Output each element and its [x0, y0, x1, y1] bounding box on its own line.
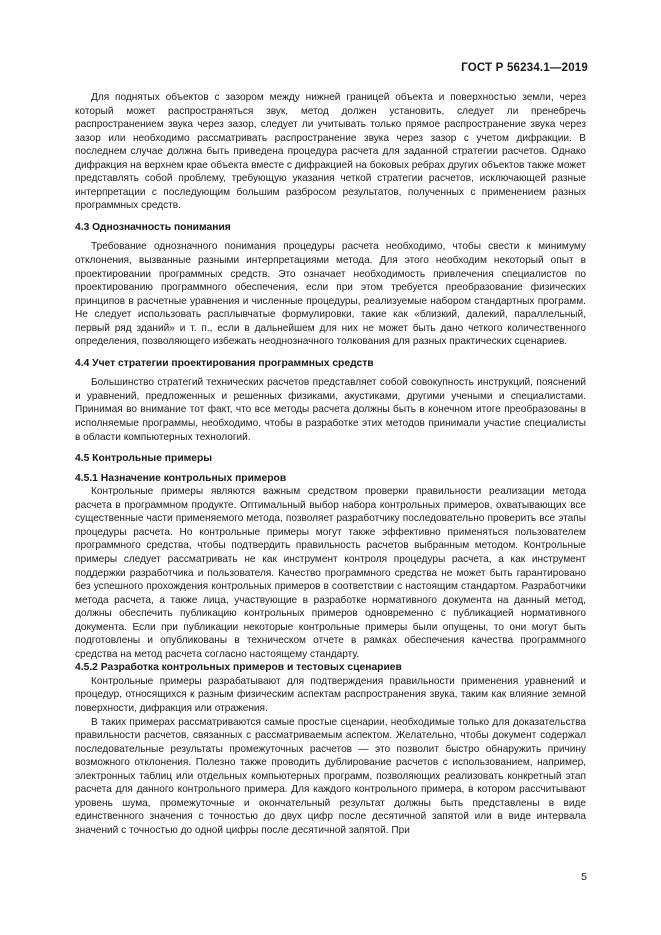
document-code: ГОСТ Р 56234.1—2019	[461, 62, 588, 74]
page-number: 5	[581, 871, 587, 883]
section-heading: 4.5 Контрольные примеры	[75, 453, 213, 465]
paragraph: Большинство стратегий технических расчетов представляет собой совокупность инструкций, пояснений и уравнений, предложенных и решенных физиками, акустиками, другими учеными и специалистами. Принимая во внимание тот факт, что все методы расчета должны быть в конечном итоге преобразованы в исполняемые программы, необходимо, чтобы в разработке этих методов принимали участие специалисты в области компьютерных технологий.	[75, 377, 586, 443]
section-heading: 4.4 Учет стратегии проектирования программных средств	[75, 357, 374, 369]
paragraph: Контрольные примеры являются важным средством проверки правильности реализации метода расчета в программном продукте. Оптимальный выбор набора контрольных примеров, охватывающих все существенные части применяемого метода, позволяет разработчику последовательно проверить все этапы процедуры расчета. Но контрольные примеры могут также эффективно применяться пользователем программного средства, чтобы подтвердить правильность расчетов выбранным методом. Контрольные примеры следует рассматривать не как инструмент контроля процедуры расчета, а как инструмент поддержки разработчика и пользователя. Качество программного средства не может быть гарантировано без успешного прохождения контрольных примеров в соответствии с настоящим стандартом. Разработчики метода расчета, а также лица, участвующие в разработке нормативного документа на данный метод, должны обеспечить публикацию контрольных примеров одновременно с публикацией нормативного документа. Если при публикации некоторые контрольные примеры были опущены, то они могут быть подготовлены и опубликованы в техническом отчете в рамках обеспечения качества программного средства на метод расчета согласно настоящему стандарту.	[75, 486, 586, 660]
paragraph: Требование однозначного понимания процедуры расчета необходимо, чтобы свести к минимуму отклонения, вызванные разными интерпретациями метода. Для этого необходим некоторый опыт в проектировании программных средств. Это означает необходимость привлечения специалистов по проектированию программного обеспечения, если при этом требуется преобразование физических принципов в расчетные уравнения и численные процедуры, реализуемые набором стандартных программ. Не следует использовать расплывчатые формулировки, такие как «близкий, далекий, параллельный, первый ряд зданий» и т. п., если в дальнейшем для них не может быть дано четкого количественного определения, позволяющего избежать неоднозначного толкования для разных практических сценариев.	[75, 241, 586, 348]
paragraph: В таких примерах рассматриваются самые простые сценарии, необходимые только для доказательства правильности расчетов, связанных с рассматриваемым аспектом. Желательно, чтобы документ содержал последовательные результаты промежуточных расчетов — это позволит быстро обнаружить причину возможного отклонения. Полезно также проводить дублирование расчетов с использованием, например, электронных таблиц или отдельных компьютерных программ, позволяющих реализовать конкретный этап расчета для данного контрольного примера. Для каждого контрольного примера, в котором рассчитывают уровень шума, промежуточные и окончательный результат должны быть представлены в виде единственного значения с точностью до двух цифр после десятичной запятой или в виде интервала значений с точностью до одной цифры после десятичной запятой. При	[75, 716, 586, 836]
subsection-heading: 4.5.2 Разработка контрольных примеров и тестовых сценариев	[75, 662, 402, 674]
page-body	[75, 91, 586, 837]
paragraph: Для поднятых объектов с зазором между нижней границей объекта и поверхностью земли, через который может распространяться звук, метод должен установить, следует ли пренебречь распространением звука через зазор, следует ли учитывать только прямое распространение звука через зазор или необходимо рассматривать распространение звука через зазор с учетом дифракции. В последнем случае должна быть приведена процедура расчета для заданной стратегии расчетов. Однако дифракция на верхнем крае объекта вместе с дифракцией на боковых ребрах других объектов также может представлять собой проблему, требующую указания четкой стратегии расчетов, исключающей разные интерпретации с последующим большим разбросом результатов, полученных с применением разных программных средств.	[75, 92, 586, 212]
section-heading: 4.3 Однозначность понимания	[75, 221, 231, 233]
subsection-heading: 4.5.1 Назначение контрольных примеров	[75, 472, 287, 484]
paragraph: Контрольные примеры разрабатывают для подтверждения правильности применения уравнений и процедур, относящихся к разным физическим аспектам распространения звука, таким как влияние земной поверхности, дифракция или отражения.	[75, 675, 586, 714]
